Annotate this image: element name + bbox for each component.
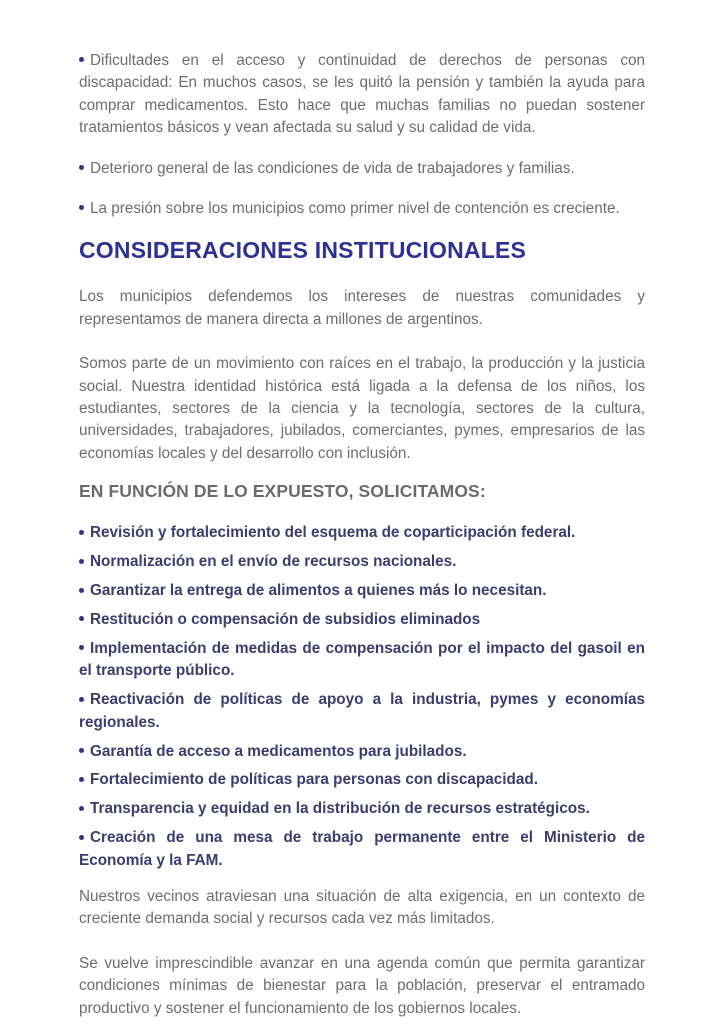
- list-item: [79, 522, 645, 544]
- closing-paragraph: Se vuelve imprescindible avanzar en una agenda común que permita garantizar condiciones mínimas de bienestar para la población, preservar el entramado productivo y sostener el funcionamiento de los gobiernos locales.: [79, 954, 645, 1017]
- bullet-icon: [79, 205, 84, 210]
- bullet-icon: [79, 165, 84, 170]
- list-item: [79, 741, 645, 763]
- bullet-icon: [79, 777, 84, 782]
- list-item: [79, 50, 645, 140]
- bullet-text: Revisión y fortalecimiento del esquema de coparticipación federal.: [90, 524, 576, 542]
- bullet-icon: [79, 748, 84, 753]
- bullet-icon: [79, 616, 84, 621]
- bullet-text: Garantía de acceso a medicamentos para jubilados.: [90, 742, 467, 760]
- bullet-text: Implementación de medidas de compensación por el impacto del gasoil en el transporte público.: [79, 639, 645, 680]
- list-item: [79, 827, 645, 872]
- bullet-icon: [79, 697, 84, 702]
- list-item: [79, 158, 645, 180]
- bullet-text: Creación de una mesa de trabajo permanente entre el Ministerio de Economía y la FAM.: [79, 829, 645, 869]
- bullet-icon: [79, 835, 84, 840]
- list-item: [79, 769, 645, 791]
- list-item: [79, 198, 645, 220]
- paragraph: Somos parte de un movimiento con raíces en el trabajo, la producción y la justicia social. Nuestra identidad histórica está ligada a la defensa de los niños, los estudiantes, sectores de la ciencia y la tecnología, sectores de la cultura, universidades, trabajadores, jubilados, comerciantes, pymes, empresarios de las economías locales y del desarrollo con inclusión.: [79, 355, 645, 462]
- bullet-text: Normalización en el envío de recursos nacionales.: [90, 553, 457, 571]
- bullet-text: Fortalecimiento de políticas para personas con discapacidad.: [90, 771, 538, 789]
- bullet-icon: [79, 806, 84, 811]
- list-item: [79, 798, 645, 820]
- paragraph: Los municipios defendemos los intereses de nuestras comunidades y representamos de manera directa a millones de argentinos.: [79, 288, 645, 328]
- list-item: [79, 689, 645, 734]
- bullet-icon: [79, 530, 84, 535]
- bullet-text: Deterioro general de las condiciones de vida de trabajadores y familias.: [90, 159, 575, 177]
- section-heading: CONSIDERACIONES INSTITUCIONALES: [79, 237, 527, 264]
- bullet-text: Transparencia y equidad en la distribución de recursos estratégicos.: [90, 800, 590, 818]
- list-item: [79, 638, 645, 683]
- subsection-heading: EN FUNCIÓN DE LO EXPUESTO, SOLICITAMOS:: [79, 481, 486, 502]
- bullet-icon: [79, 559, 84, 564]
- bullet-text: Restitución o compensación de subsidios eliminados: [90, 611, 481, 628]
- closing-paragraph: Nuestros vecinos atraviesan una situación de alta exigencia, en un contexto de creciente demanda social y recursos cada vez más limitados.: [79, 888, 645, 928]
- bullet-icon: [79, 588, 84, 593]
- bullet-icon: [79, 645, 84, 650]
- list-item: [79, 609, 645, 631]
- list-item: [79, 580, 645, 602]
- closing-block: [79, 886, 645, 1020]
- bullet-icon: [79, 57, 84, 62]
- bullet-text: Garantizar la entrega de alimentos a quienes más lo necesitan.: [90, 582, 547, 600]
- bullet-text: La presión sobre los municipios como primer nivel de contención es creciente.: [90, 200, 620, 218]
- bullet-text: Dificultades en el acceso y continuidad de derechos de personas con discapacidad: En muchos casos, se les quitó la pensión y también la ayuda para comprar medicamentos. Esto hace que muchas familias no puedan sostener tratamientos básicos y vean afectada su salud y su calidad de vida.: [79, 52, 645, 137]
- list-item: [79, 551, 645, 573]
- bullet-text: Reactivación de políticas de apoyo a la industria, pymes y economías regionales.: [79, 691, 645, 731]
